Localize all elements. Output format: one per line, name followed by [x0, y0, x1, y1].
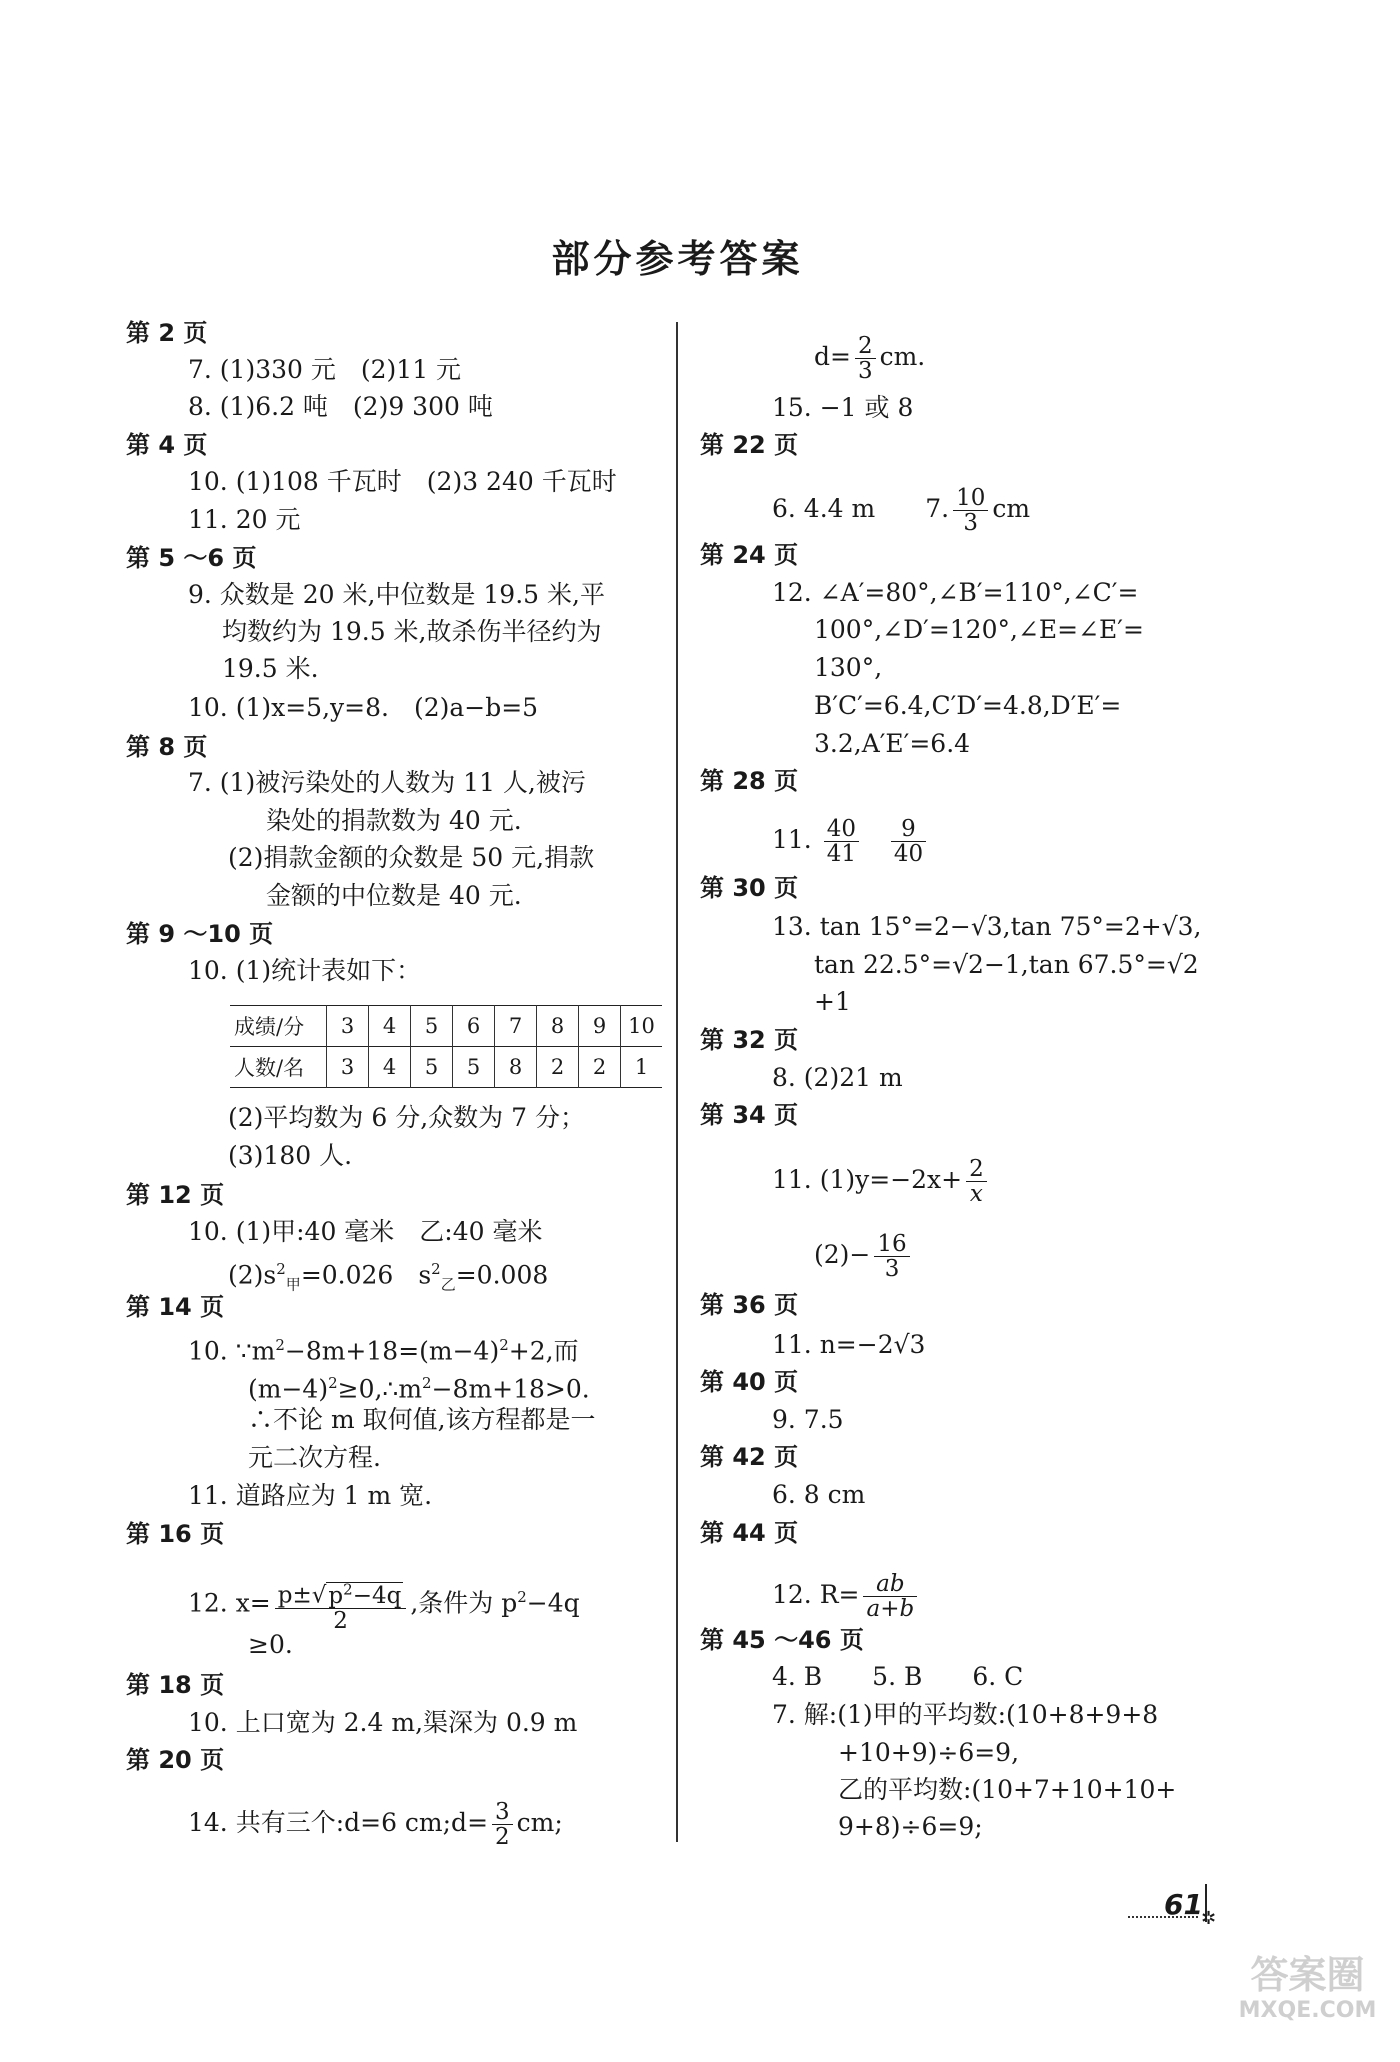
table-cell: 6: [453, 1006, 495, 1047]
page-heading: 第 4 页: [126, 431, 208, 459]
answer-line: 11. 道路应为 1 m 宽.: [188, 1481, 433, 1510]
answer-line: $(2)s^2_甲=0.026$ $s^2_乙=0.008$: [228, 1260, 549, 1294]
page-heading: 第 8 页: [126, 733, 208, 761]
answer-line: 乙的平均数:(10+7+10+10+: [838, 1775, 1177, 1804]
page-heading: 第 12 页: [126, 1181, 225, 1209]
page-heading: 第 40 页: [700, 1368, 799, 1396]
answer-line: 9. 7.5: [772, 1405, 844, 1434]
answer-line: ≥0.: [248, 1630, 293, 1659]
page-title: 部分参考答案: [551, 237, 804, 281]
answer-line: 100°,∠D′=120°,∠E=∠E′=: [814, 615, 1144, 644]
answer-line: 7. (1)被污染处的人数为 11 人,被污: [188, 768, 586, 797]
table-cell: 4: [369, 1047, 411, 1088]
page-heading: 第 24 页: [700, 541, 799, 569]
answer-line: (2)捐款金额的众数是 50 元,捐款: [228, 843, 595, 872]
page-heading: 第 32 页: [700, 1026, 799, 1054]
answer-line: 12. R= $\frac{ab}{a+b}$: [772, 1572, 921, 1621]
table-row: [230, 1047, 662, 1088]
answer-line: +10+9)÷6=9,: [838, 1738, 1020, 1767]
answer-line: 均数约为 19.5 米,故杀伤半径约为: [222, 617, 602, 646]
answer-line: $(m-4)^2\ge 0,\therefore m^2-8m+18>0$.: [248, 1374, 590, 1404]
answer-line: 9. 众数是 20 米,中位数是 19.5 米,平: [188, 580, 605, 609]
table-cell: 2: [579, 1047, 621, 1088]
page-heading: 第 18 页: [126, 1671, 225, 1699]
table-cell: 8: [495, 1047, 537, 1088]
answer-line: 9+8)÷6=9;: [838, 1812, 983, 1841]
answer-line: 10. (1)甲:40 毫米 乙:40 毫米: [188, 1217, 543, 1246]
answer-line: 10. (1)统计表如下：: [188, 956, 422, 985]
answer-line: +1: [814, 987, 851, 1016]
table-row: [230, 1006, 662, 1047]
answer-line: 10. 上口宽为 2.4 m,渠深为 0.9 m: [188, 1708, 578, 1737]
answer-line: (2)− $\frac{16}{3}$: [814, 1232, 914, 1281]
page-heading: 第 14 页: [126, 1293, 225, 1321]
page-heading: 第 45 ～46 页: [700, 1626, 864, 1654]
answer-line: 11. n=−2√3: [772, 1330, 926, 1359]
page-heading: 第 28 页: [700, 767, 799, 795]
table-cell: 9: [579, 1006, 621, 1047]
answer-line: 11. (1)y=−2x+ $\frac{2}{x}$: [772, 1157, 991, 1206]
answer-line: 元二次方程.: [248, 1443, 381, 1472]
table-cell: 1: [621, 1047, 663, 1088]
fraction: $\frac{2}{3}$: [855, 334, 876, 383]
page-heading: 第 9 ～10 页: [126, 920, 274, 948]
page-heading: 第 30 页: [700, 874, 799, 902]
answer-line: ∴不论 m 取何值,该方程都是一: [248, 1405, 596, 1434]
table-header-cell: 人数/名: [234, 1056, 305, 1080]
answer-line: (2)平均数为 6 分,众数为 7 分；: [228, 1103, 585, 1132]
answer-line: 6. 8 cm: [772, 1480, 866, 1509]
page-heading: 第 44 页: [700, 1519, 799, 1547]
answer-line: 12. x= $\frac{p\pm√p^2-4q}{2}$ ,条件为 $p^2-4q$: [188, 1577, 580, 1633]
answer-line: (3)180 人.: [228, 1141, 353, 1170]
fraction: $\frac{p\pm√p^2-4q}{2}$: [275, 1577, 407, 1633]
fraction: $\frac{9}{40}$: [891, 817, 926, 866]
answer-line: 6. 4.4 m 7. $\frac{10}{3}$ cm: [772, 485, 1031, 536]
answer-line: 12. ∠A′=80°,∠B′=110°,∠C′=: [772, 578, 1139, 607]
page-heading: 第 42 页: [700, 1443, 799, 1471]
fraction: $\frac{10}{3}$: [953, 486, 988, 535]
answer-line: 11. 20 元: [188, 505, 301, 534]
table-cell: 7: [495, 1006, 537, 1047]
page-heading: 第 34 页: [700, 1101, 799, 1129]
answer-line: 15. −1 或 8: [772, 393, 914, 422]
table-cell: 5: [411, 1006, 453, 1047]
answer-line: 130°,: [814, 653, 883, 682]
watermark-logo: 答案圈 MXQE.COM: [1238, 1953, 1377, 2023]
answer-line: 14. 共有三个:d=6 cm;d= $\frac{3}{2}$ cm;: [188, 1799, 563, 1850]
table-cell: 5: [411, 1047, 453, 1088]
answer-line: 13. tan 15°=2−√3,tan 75°=2+√3,: [772, 912, 1202, 941]
fraction: $\frac{3}{2}$: [492, 1800, 513, 1849]
page-heading: 第 36 页: [700, 1291, 799, 1319]
page-heading: 第 2 页: [126, 319, 208, 347]
answer-line: tan 22.5°=√2−1,tan 67.5°=√2: [814, 950, 1199, 979]
fraction: $\frac{40}{41}$: [824, 817, 859, 866]
answer-line: d= $\frac{2}{3}$ cm.: [814, 333, 926, 384]
answer-line: 7. 解:(1)甲的平均数:(10+8+9+8: [772, 1700, 1159, 1729]
column-divider: [676, 322, 678, 1842]
answer-line: 10. (1)x=5,y=8. (2)a−b=5: [188, 693, 539, 722]
table-cell: 10: [621, 1006, 663, 1047]
page-number: 61: [1164, 1888, 1203, 1921]
answer-line: 7. (1)330 元 (2)11 元: [188, 355, 462, 384]
table-cell: 2: [537, 1047, 579, 1088]
answer-line: 11. $\frac{40}{41}$ $\frac{9}{40}$: [772, 817, 930, 866]
fraction: $\frac{16}{3}$: [874, 1232, 909, 1281]
table-header-cell: 成绩/分: [234, 1015, 305, 1039]
table-cell: 4: [369, 1006, 411, 1047]
page-heading: 第 22 页: [700, 431, 799, 459]
fraction: $\frac{2}{x}$: [966, 1157, 987, 1206]
page-heading: 第 16 页: [126, 1520, 225, 1548]
answer-line: 3.2,A′E′=6.4: [814, 729, 971, 758]
answer-line: 8. (1)6.2 吨 (2)9 300 吨: [188, 392, 493, 421]
star-icon: ✲: [1201, 1908, 1217, 1929]
table-cell: 5: [453, 1047, 495, 1088]
answer-line: 4. B 5. B 6. C: [772, 1662, 1024, 1691]
table-cell: 3: [327, 1006, 369, 1047]
page-heading: 第 5 ～6 页: [126, 544, 257, 572]
fraction: $\frac{ab}{a+b}$: [863, 1572, 917, 1621]
answer-line: 8. (2)21 m: [772, 1063, 903, 1092]
page-number-dots: [1128, 1916, 1198, 1918]
answer-line: 金额的中位数是 40 元.: [266, 881, 522, 910]
page-heading: 第 20 页: [126, 1746, 225, 1774]
table-cell: 8: [537, 1006, 579, 1047]
answer-line: 10. $\because m^2-8m+18=(m-4)^2+2$,而: [188, 1336, 579, 1366]
table-cell: 3: [327, 1047, 369, 1088]
answer-line: 10. (1)108 千瓦时 (2)3 240 千瓦时: [188, 467, 617, 496]
answer-line: 19.5 米.: [222, 654, 319, 683]
answer-line: B′C′=6.4,C′D′=4.8,D′E′=: [814, 691, 1122, 720]
answer-line: 染处的捐款数为 40 元.: [266, 806, 522, 835]
statistics-table: [230, 1005, 662, 1088]
